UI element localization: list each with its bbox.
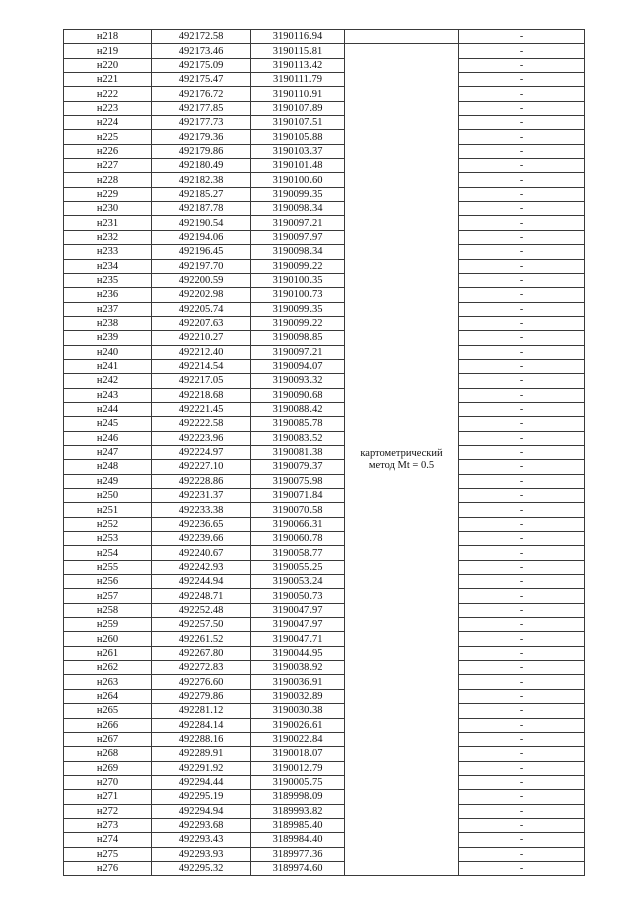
coordinate-y-cell: 3190053.24 xyxy=(251,575,345,589)
table-row xyxy=(64,517,585,531)
coordinate-x-cell: 492288.16 xyxy=(152,732,251,746)
coordinate-x-cell: 492233.38 xyxy=(152,503,251,517)
table-row xyxy=(64,316,585,330)
accuracy-cell: - xyxy=(459,44,585,58)
table-row xyxy=(64,503,585,517)
measurement-method-cell: картометрический метод Mt = 0.5 xyxy=(345,44,459,876)
point-number-cell: н261 xyxy=(64,646,152,660)
accuracy-cell: - xyxy=(459,288,585,302)
table-row xyxy=(64,331,585,345)
coordinate-x-cell: 492281.12 xyxy=(152,704,251,718)
point-number-cell: н228 xyxy=(64,173,152,187)
point-number-cell: н243 xyxy=(64,388,152,402)
point-number-cell: н258 xyxy=(64,603,152,617)
table-row xyxy=(64,173,585,187)
coordinate-x-cell: 492179.36 xyxy=(152,130,251,144)
coordinate-y-cell: 3190055.25 xyxy=(251,560,345,574)
coordinate-x-cell: 492244.94 xyxy=(152,575,251,589)
accuracy-cell: - xyxy=(459,560,585,574)
table-row xyxy=(64,302,585,316)
accuracy-cell: - xyxy=(459,144,585,158)
table-row xyxy=(64,202,585,216)
table-row xyxy=(64,44,585,58)
accuracy-cell: - xyxy=(459,245,585,259)
point-number-cell: н256 xyxy=(64,575,152,589)
coordinate-x-cell: 492222.58 xyxy=(152,417,251,431)
accuracy-cell: - xyxy=(459,675,585,689)
point-number-cell: н268 xyxy=(64,747,152,761)
table-row xyxy=(64,388,585,402)
accuracy-cell: - xyxy=(459,532,585,546)
table-row xyxy=(64,460,585,474)
coordinate-y-cell: 3190066.31 xyxy=(251,517,345,531)
table-row xyxy=(64,130,585,144)
coordinate-x-cell: 492175.09 xyxy=(152,58,251,72)
coordinate-x-cell: 492205.74 xyxy=(152,302,251,316)
coordinate-x-cell: 492293.43 xyxy=(152,833,251,847)
accuracy-cell: - xyxy=(459,445,585,459)
table-row xyxy=(64,73,585,87)
coordinate-y-cell: 3189974.60 xyxy=(251,861,345,875)
coordinate-y-cell: 3190030.38 xyxy=(251,704,345,718)
table-row xyxy=(64,833,585,847)
coordinate-x-cell: 492284.14 xyxy=(152,718,251,732)
coordinate-x-cell: 492279.86 xyxy=(152,689,251,703)
coordinate-y-cell: 3190018.07 xyxy=(251,747,345,761)
coordinate-y-cell: 3190032.89 xyxy=(251,689,345,703)
table-row xyxy=(64,632,585,646)
table-row xyxy=(64,288,585,302)
coordinate-x-cell: 492293.93 xyxy=(152,847,251,861)
accuracy-cell: - xyxy=(459,302,585,316)
point-number-cell: н242 xyxy=(64,374,152,388)
point-number-cell: н259 xyxy=(64,618,152,632)
accuracy-cell: - xyxy=(459,818,585,832)
coordinate-y-cell: 3190113.42 xyxy=(251,58,345,72)
table-row xyxy=(64,374,585,388)
accuracy-cell: - xyxy=(459,331,585,345)
accuracy-cell: - xyxy=(459,273,585,287)
table-row xyxy=(64,273,585,287)
point-number-cell: н231 xyxy=(64,216,152,230)
coordinate-x-cell: 492294.94 xyxy=(152,804,251,818)
accuracy-cell: - xyxy=(459,230,585,244)
coordinate-x-cell: 492173.46 xyxy=(152,44,251,58)
coordinate-y-cell: 3190058.77 xyxy=(251,546,345,560)
table-row xyxy=(64,489,585,503)
coordinate-x-cell: 492179.86 xyxy=(152,144,251,158)
table-row xyxy=(64,58,585,72)
accuracy-cell: - xyxy=(459,833,585,847)
coordinate-x-cell: 492214.54 xyxy=(152,359,251,373)
coordinate-y-cell: 3190088.42 xyxy=(251,402,345,416)
point-number-cell: н249 xyxy=(64,474,152,488)
coordinate-x-cell: 492196.45 xyxy=(152,245,251,259)
coordinate-x-cell: 492261.52 xyxy=(152,632,251,646)
coordinate-x-cell: 492190.54 xyxy=(152,216,251,230)
coordinate-y-cell: 3190115.81 xyxy=(251,44,345,58)
coordinate-y-cell: 3190097.21 xyxy=(251,345,345,359)
coordinate-x-cell: 492194.06 xyxy=(152,230,251,244)
point-number-cell: н235 xyxy=(64,273,152,287)
table-row xyxy=(64,747,585,761)
coordinate-y-cell: 3190110.91 xyxy=(251,87,345,101)
point-number-cell: н254 xyxy=(64,546,152,560)
table-row xyxy=(64,259,585,273)
accuracy-cell: - xyxy=(459,646,585,660)
point-number-cell: н267 xyxy=(64,732,152,746)
coordinate-y-cell: 3190097.97 xyxy=(251,230,345,244)
coordinate-x-cell: 492276.60 xyxy=(152,675,251,689)
accuracy-cell: - xyxy=(459,259,585,273)
coordinate-y-cell: 3189977.36 xyxy=(251,847,345,861)
accuracy-cell: - xyxy=(459,546,585,560)
point-number-cell: н245 xyxy=(64,417,152,431)
table-row xyxy=(64,675,585,689)
coordinate-y-cell: 3190100.73 xyxy=(251,288,345,302)
table-row xyxy=(64,159,585,173)
coordinate-y-cell: 3190100.35 xyxy=(251,273,345,287)
table-row xyxy=(64,732,585,746)
coordinate-x-cell: 492197.70 xyxy=(152,259,251,273)
coordinate-x-cell: 492217.05 xyxy=(152,374,251,388)
accuracy-cell: - xyxy=(459,761,585,775)
coordinate-y-cell: 3190103.37 xyxy=(251,144,345,158)
coordinate-y-cell: 3190093.32 xyxy=(251,374,345,388)
accuracy-cell: - xyxy=(459,417,585,431)
coordinate-x-cell: 492180.49 xyxy=(152,159,251,173)
coordinate-x-cell: 492224.97 xyxy=(152,445,251,459)
point-number-cell: н244 xyxy=(64,402,152,416)
coordinate-y-cell: 3190094.07 xyxy=(251,359,345,373)
coordinate-x-cell: 492176.72 xyxy=(152,87,251,101)
table-row xyxy=(64,661,585,675)
point-number-cell: н236 xyxy=(64,288,152,302)
accuracy-cell: - xyxy=(459,316,585,330)
coordinate-x-cell: 492210.27 xyxy=(152,331,251,345)
coordinates-table xyxy=(63,29,585,876)
coordinate-x-cell: 492295.32 xyxy=(152,861,251,875)
coordinate-y-cell: 3190050.73 xyxy=(251,589,345,603)
coordinate-y-cell: 3189998.09 xyxy=(251,790,345,804)
table-row xyxy=(64,689,585,703)
point-number-cell: н241 xyxy=(64,359,152,373)
accuracy-cell: - xyxy=(459,130,585,144)
coordinate-x-cell: 492177.85 xyxy=(152,101,251,115)
table-row xyxy=(64,187,585,201)
coordinate-x-cell: 492291.92 xyxy=(152,761,251,775)
accuracy-cell: - xyxy=(459,359,585,373)
point-number-cell: н220 xyxy=(64,58,152,72)
coordinate-y-cell: 3190097.21 xyxy=(251,216,345,230)
accuracy-cell: - xyxy=(459,388,585,402)
accuracy-cell: - xyxy=(459,575,585,589)
coordinate-y-cell: 3190107.89 xyxy=(251,101,345,115)
table-row xyxy=(64,101,585,115)
accuracy-cell: - xyxy=(459,187,585,201)
coordinate-y-cell: 3190044.95 xyxy=(251,646,345,660)
accuracy-cell: - xyxy=(459,503,585,517)
table-row xyxy=(64,575,585,589)
table-row xyxy=(64,230,585,244)
coordinate-y-cell: 3190022.84 xyxy=(251,732,345,746)
table-row xyxy=(64,861,585,875)
point-number-cell: н266 xyxy=(64,718,152,732)
accuracy-cell: - xyxy=(459,618,585,632)
accuracy-cell: - xyxy=(459,861,585,875)
coordinate-y-cell: 3190105.88 xyxy=(251,130,345,144)
point-number-cell: н253 xyxy=(64,532,152,546)
point-number-cell: н272 xyxy=(64,804,152,818)
coordinate-x-cell: 492236.65 xyxy=(152,517,251,531)
point-number-cell: н251 xyxy=(64,503,152,517)
coordinate-y-cell: 3190079.37 xyxy=(251,460,345,474)
coordinate-x-cell: 492202.98 xyxy=(152,288,251,302)
accuracy-cell: - xyxy=(459,704,585,718)
accuracy-cell: - xyxy=(459,402,585,416)
accuracy-cell: - xyxy=(459,632,585,646)
point-number-cell: н246 xyxy=(64,431,152,445)
table-row xyxy=(64,116,585,130)
point-number-cell: н227 xyxy=(64,159,152,173)
point-number-cell: н222 xyxy=(64,87,152,101)
table-row xyxy=(64,359,585,373)
accuracy-cell: - xyxy=(459,202,585,216)
coordinate-x-cell: 492227.10 xyxy=(152,460,251,474)
point-number-cell: н219 xyxy=(64,44,152,58)
table-row xyxy=(64,761,585,775)
accuracy-cell: - xyxy=(459,790,585,804)
coordinate-x-cell: 492248.71 xyxy=(152,589,251,603)
coordinate-x-cell: 492289.91 xyxy=(152,747,251,761)
table-row xyxy=(64,546,585,560)
point-number-cell: н247 xyxy=(64,445,152,459)
point-number-cell: н270 xyxy=(64,775,152,789)
coordinate-y-cell: 3190070.58 xyxy=(251,503,345,517)
coordinate-y-cell: 3190036.91 xyxy=(251,675,345,689)
accuracy-cell: - xyxy=(459,517,585,531)
coordinate-x-cell: 492257.50 xyxy=(152,618,251,632)
coordinate-x-cell: 492177.73 xyxy=(152,116,251,130)
coordinate-x-cell: 492182.38 xyxy=(152,173,251,187)
accuracy-cell: - xyxy=(459,689,585,703)
table-row xyxy=(64,445,585,459)
point-number-cell: н274 xyxy=(64,833,152,847)
coordinate-x-cell: 492228.86 xyxy=(152,474,251,488)
accuracy-cell: - xyxy=(459,116,585,130)
point-number-cell: н255 xyxy=(64,560,152,574)
coordinate-x-cell: 492212.40 xyxy=(152,345,251,359)
accuracy-cell: - xyxy=(459,87,585,101)
table-row xyxy=(64,417,585,431)
point-number-cell: н250 xyxy=(64,489,152,503)
coordinate-y-cell: 3190075.98 xyxy=(251,474,345,488)
accuracy-cell: - xyxy=(459,159,585,173)
table-row xyxy=(64,474,585,488)
coordinate-x-cell: 492242.93 xyxy=(152,560,251,574)
coordinate-x-cell: 492295.19 xyxy=(152,790,251,804)
coordinate-y-cell: 3190111.79 xyxy=(251,73,345,87)
coordinate-y-cell: 3190026.61 xyxy=(251,718,345,732)
point-number-cell: н240 xyxy=(64,345,152,359)
accuracy-cell: - xyxy=(459,589,585,603)
coordinate-x-cell: 492240.67 xyxy=(152,546,251,560)
table-row xyxy=(64,790,585,804)
coordinate-y-cell: 3190012.79 xyxy=(251,761,345,775)
coordinate-y-cell: 3190081.38 xyxy=(251,445,345,459)
method-cell-empty xyxy=(345,30,459,44)
coordinate-y-cell: 3190099.35 xyxy=(251,302,345,316)
coordinate-x-cell: 492252.48 xyxy=(152,603,251,617)
point-number-cell: н273 xyxy=(64,818,152,832)
accuracy-cell: - xyxy=(459,73,585,87)
point-number-cell: н239 xyxy=(64,331,152,345)
point-number-cell: н276 xyxy=(64,861,152,875)
coordinate-x-cell: 492239.66 xyxy=(152,532,251,546)
point-number-cell: н252 xyxy=(64,517,152,531)
coordinate-x-cell: 492172.58 xyxy=(152,30,251,44)
coordinate-y-cell: 3190047.97 xyxy=(251,603,345,617)
point-number-cell: н262 xyxy=(64,661,152,675)
coordinate-x-cell: 492294.44 xyxy=(152,775,251,789)
coordinate-y-cell: 3190100.60 xyxy=(251,173,345,187)
accuracy-cell: - xyxy=(459,101,585,115)
coordinate-y-cell: 3190071.84 xyxy=(251,489,345,503)
coordinate-y-cell: 3190060.78 xyxy=(251,532,345,546)
accuracy-cell: - xyxy=(459,173,585,187)
table-row xyxy=(64,618,585,632)
point-number-cell: н269 xyxy=(64,761,152,775)
point-number-cell: н224 xyxy=(64,116,152,130)
table-row xyxy=(64,775,585,789)
table-row xyxy=(64,30,585,44)
table-row xyxy=(64,718,585,732)
table-row xyxy=(64,589,585,603)
accuracy-cell: - xyxy=(459,747,585,761)
coordinate-y-cell: 3190098.85 xyxy=(251,331,345,345)
coordinate-y-cell: 3190116.94 xyxy=(251,30,345,44)
coordinate-y-cell: 3190090.68 xyxy=(251,388,345,402)
accuracy-cell: - xyxy=(459,718,585,732)
table-row xyxy=(64,646,585,660)
table-row xyxy=(64,144,585,158)
point-number-cell: н265 xyxy=(64,704,152,718)
table-row xyxy=(64,216,585,230)
coordinate-x-cell: 492231.37 xyxy=(152,489,251,503)
coordinate-x-cell: 492223.96 xyxy=(152,431,251,445)
point-number-cell: н232 xyxy=(64,230,152,244)
point-number-cell: н218 xyxy=(64,30,152,44)
coordinate-y-cell: 3190047.71 xyxy=(251,632,345,646)
coordinates-table-body xyxy=(64,30,585,876)
point-number-cell: н223 xyxy=(64,101,152,115)
coordinate-x-cell: 492175.47 xyxy=(152,73,251,87)
coordinate-y-cell: 3190047.97 xyxy=(251,618,345,632)
point-number-cell: н234 xyxy=(64,259,152,273)
accuracy-cell: - xyxy=(459,847,585,861)
point-number-cell: н225 xyxy=(64,130,152,144)
point-number-cell: н248 xyxy=(64,460,152,474)
table-row xyxy=(64,402,585,416)
coordinate-y-cell: 3189984.40 xyxy=(251,833,345,847)
accuracy-cell: - xyxy=(459,775,585,789)
coordinate-x-cell: 492221.45 xyxy=(152,402,251,416)
table-row xyxy=(64,704,585,718)
coordinate-x-cell: 492200.59 xyxy=(152,273,251,287)
coordinate-x-cell: 492272.83 xyxy=(152,661,251,675)
table-row xyxy=(64,603,585,617)
coordinate-y-cell: 3190038.92 xyxy=(251,661,345,675)
point-number-cell: н275 xyxy=(64,847,152,861)
table-row xyxy=(64,245,585,259)
table-row xyxy=(64,847,585,861)
point-number-cell: н226 xyxy=(64,144,152,158)
table-row xyxy=(64,532,585,546)
coordinate-y-cell: 3189985.40 xyxy=(251,818,345,832)
coordinate-y-cell: 3190101.48 xyxy=(251,159,345,173)
table-row xyxy=(64,345,585,359)
coordinate-x-cell: 492267.80 xyxy=(152,646,251,660)
table-row xyxy=(64,431,585,445)
accuracy-cell: - xyxy=(459,216,585,230)
point-number-cell: н238 xyxy=(64,316,152,330)
point-number-cell: н257 xyxy=(64,589,152,603)
coordinate-y-cell: 3190085.78 xyxy=(251,417,345,431)
point-number-cell: н221 xyxy=(64,73,152,87)
coordinate-y-cell: 3190005.75 xyxy=(251,775,345,789)
coordinate-y-cell: 3190107.51 xyxy=(251,116,345,130)
point-number-cell: н237 xyxy=(64,302,152,316)
coordinate-y-cell: 3189993.82 xyxy=(251,804,345,818)
coordinate-y-cell: 3190099.22 xyxy=(251,316,345,330)
coordinate-x-cell: 492185.27 xyxy=(152,187,251,201)
point-number-cell: н260 xyxy=(64,632,152,646)
coordinate-x-cell: 492218.68 xyxy=(152,388,251,402)
accuracy-cell: - xyxy=(459,661,585,675)
coordinate-x-cell: 492207.63 xyxy=(152,316,251,330)
accuracy-cell: - xyxy=(459,30,585,44)
table-row xyxy=(64,818,585,832)
coordinate-y-cell: 3190098.34 xyxy=(251,202,345,216)
coordinate-y-cell: 3190099.22 xyxy=(251,259,345,273)
point-number-cell: н230 xyxy=(64,202,152,216)
accuracy-cell: - xyxy=(459,603,585,617)
coordinate-x-cell: 492187.78 xyxy=(152,202,251,216)
accuracy-cell: - xyxy=(459,374,585,388)
table-row xyxy=(64,87,585,101)
point-number-cell: н233 xyxy=(64,245,152,259)
coordinate-y-cell: 3190083.52 xyxy=(251,431,345,445)
accuracy-cell: - xyxy=(459,460,585,474)
coordinate-y-cell: 3190098.34 xyxy=(251,245,345,259)
point-number-cell: н271 xyxy=(64,790,152,804)
accuracy-cell: - xyxy=(459,732,585,746)
accuracy-cell: - xyxy=(459,474,585,488)
point-number-cell: н264 xyxy=(64,689,152,703)
accuracy-cell: - xyxy=(459,58,585,72)
coordinate-x-cell: 492293.68 xyxy=(152,818,251,832)
accuracy-cell: - xyxy=(459,345,585,359)
point-number-cell: н263 xyxy=(64,675,152,689)
table-row xyxy=(64,560,585,574)
accuracy-cell: - xyxy=(459,489,585,503)
coordinate-y-cell: 3190099.35 xyxy=(251,187,345,201)
accuracy-cell: - xyxy=(459,804,585,818)
accuracy-cell: - xyxy=(459,431,585,445)
point-number-cell: н229 xyxy=(64,187,152,201)
table-row xyxy=(64,804,585,818)
